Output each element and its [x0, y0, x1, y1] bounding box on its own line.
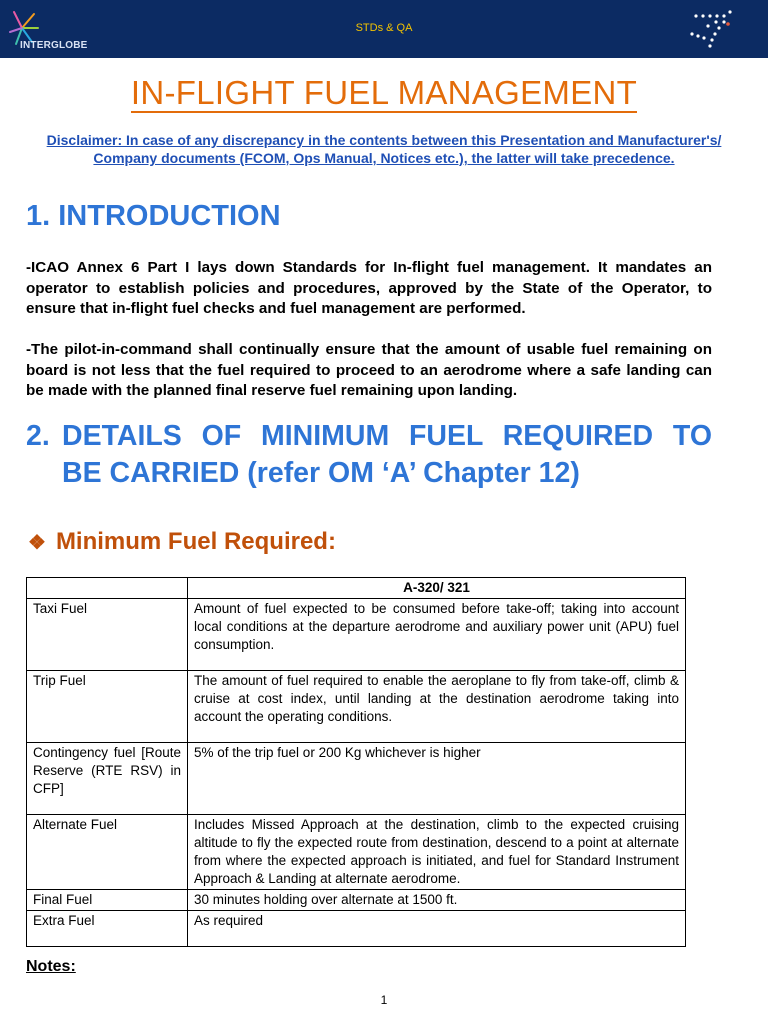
table-header-cell: A-320/ 321: [188, 578, 686, 599]
row-label: Contingency fuel [Route Reserve (RTE RSV) in CFP]: [27, 743, 188, 815]
section2-heading-line2: BE CARRIED (refer OM ‘A’ Chapter 12): [62, 457, 580, 489]
disclaimer: Disclaimer: In case of any discrepancy in the contents between this Presentation and Manufacturer's/ Company documents (FCOM, Ops Manual, Notices etc.), the latter will take precedence.: [46, 132, 722, 166]
row-label: Trip Fuel: [27, 671, 188, 743]
subsection-heading: ❖ Minimum Fuel Required:: [28, 528, 336, 555]
notes-label: Notes:: [26, 958, 76, 975]
table-row: [27, 890, 686, 911]
brand-name: INTERGLOBE: [20, 40, 88, 51]
table-row: [27, 671, 686, 743]
dotted-swoosh-icon: [688, 6, 738, 52]
diamond-bullet-icon: ❖: [28, 532, 46, 554]
section2-number: 2.: [26, 420, 50, 452]
header-section-label: STDs & QA: [355, 22, 413, 34]
section1-heading: 1. INTRODUCTION: [26, 200, 281, 232]
row-label: Taxi Fuel: [27, 599, 188, 671]
row-description: As required: [188, 911, 686, 947]
row-label: Final Fuel: [27, 890, 188, 911]
table-row: [27, 911, 686, 947]
minimum-fuel-table: [26, 577, 686, 947]
page-number: 1: [380, 993, 388, 1007]
intro-paragraph-2: -The pilot-in-command shall continually ensure that the amount of usable fuel remaining on board is not less that the fuel required to proceed to an aerodrome where a safe landing can be made with the planned final reserve fuel remaining upon landing.: [26, 341, 712, 399]
table-header-row: [27, 578, 686, 599]
row-description: 30 minutes holding over alternate at 1500 ft.: [188, 890, 686, 911]
page-title: IN-FLIGHT FUEL MANAGEMENT: [130, 74, 638, 111]
section2-heading-line1: DETAILS OF MINIMUM FUEL REQUIRED TO: [62, 420, 712, 452]
row-label: Extra Fuel: [27, 911, 188, 947]
row-label: Alternate Fuel: [27, 815, 188, 890]
table-row: [27, 743, 686, 815]
table-header-cell: [27, 578, 188, 599]
row-description: Amount of fuel expected to be consumed before take-off; taking into account local conditions at the departure aerodrome and auxiliary power unit (APU) fuel consumption.: [188, 599, 686, 671]
section2-heading: [26, 418, 712, 492]
row-description: Includes Missed Approach at the destination, climb to the expected cruising altitude to fly the expected route from destination, descend to a point at alternate from where the expected approach is initiated, and fuel for Standard Instrument Approach & Landing at alternate aerodrome.: [188, 815, 686, 890]
table-row: [27, 815, 686, 890]
page-header: [0, 0, 768, 58]
intro-paragraph-1: -ICAO Annex 6 Part I lays down Standards for In-flight fuel management. It mandates an operator to establish policies and procedures, approved by the State of the Operator, to ensure that in-flight fuel checks and fuel management are performed.: [26, 259, 712, 317]
table-row: [27, 599, 686, 671]
row-description: 5% of the trip fuel or 200 Kg whichever is higher: [188, 743, 686, 815]
row-description: The amount of fuel required to enable the aeroplane to fly from take-off, climb & cruise at cost index, until landing at the destination aerodrome taking into account the operating conditions.: [188, 671, 686, 743]
